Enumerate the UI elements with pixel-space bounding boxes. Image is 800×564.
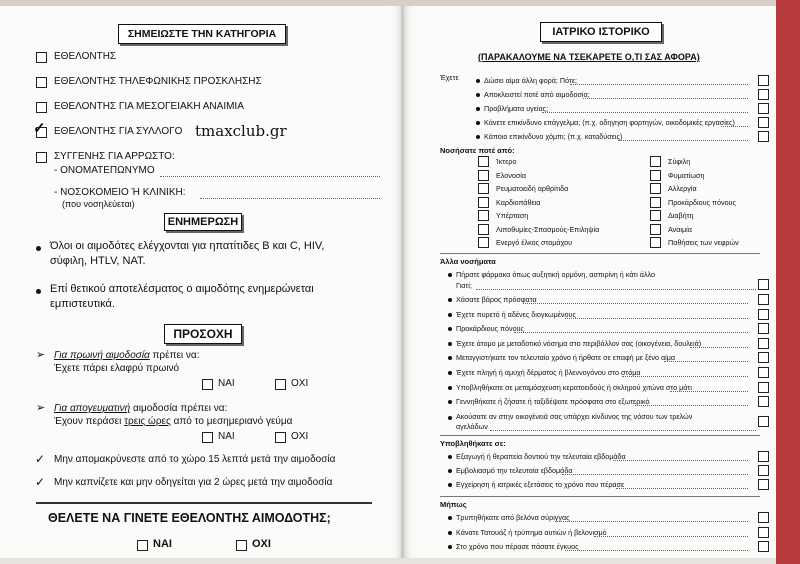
disease-label: Διαβήτη — [668, 211, 694, 220]
bullet — [448, 356, 452, 360]
dotted-line — [523, 303, 748, 304]
afternoon-hours: τρεις ώρες — [124, 416, 171, 427]
list-item-text: Έχετε πυρετό ή αδένες διογκωμένους — [456, 309, 576, 319]
check-icon: ✓ — [35, 452, 46, 466]
rule-text: Μην καπνίζετε και μην οδηγείται για 2 ώρες μετά την αιμοδοσία — [54, 477, 333, 488]
afternoon-text: από το μεσημεριανό γεύμα — [170, 416, 293, 427]
list-item-text: Εμβολιασμό την τελευταία εβδομάδα — [456, 466, 573, 475]
bullet — [448, 545, 452, 549]
bullet — [448, 386, 452, 390]
name-line[interactable] — [160, 176, 380, 177]
list-item-text: Έχετε πληγή ή αμυχή δέρματος ή βλεννογόνου στο στόμα — [456, 368, 641, 377]
category-label: ΕΘΕΛΟΝΤΗΣ ΤΗΛΕΦΩΝΙΚΗΣ ΠΡΟΣΚΛΗΣΗΣ — [54, 76, 262, 87]
disease-checkbox[interactable] — [650, 210, 661, 221]
other-diseases-label: Άλλα νοσήματα — [440, 257, 496, 266]
checkbox-question-no[interactable] — [236, 540, 247, 551]
dotted-line — [664, 361, 748, 362]
volunteer-question: ΘΕΛΕΤΕ ΝΑ ΓΙΝΕΤΕ ΕΘΕΛΟΝΤΗΣ ΑΙΜΟΔΟΤΗΣ; — [48, 511, 331, 525]
dotted-line — [594, 536, 748, 537]
maybe-label: Μήπως — [440, 500, 467, 509]
morning-label: Για πρωινή αιμοδοσία — [54, 350, 150, 361]
hospital-sub: (που νοσηλεύεται) — [62, 199, 135, 209]
disease-checkbox[interactable] — [650, 224, 661, 235]
other-checkbox[interactable] — [758, 352, 769, 363]
other-item-text: Γιατί; — [456, 281, 472, 290]
other-checkbox[interactable] — [758, 396, 769, 407]
undergone-checkbox[interactable] — [758, 479, 769, 490]
disease-label: Ίκτερο — [496, 157, 517, 166]
list-item-text: Στο χρόνο που πέρασε πάσατε έγκυος — [456, 542, 579, 551]
arrow-right-icon: ➢ — [36, 349, 46, 361]
disease-checkbox[interactable] — [650, 237, 661, 248]
disease-label: Παθήσεις των νεφρών — [668, 238, 739, 247]
watermark-text: tmaxclub.gr — [195, 122, 287, 140]
have-checkbox[interactable] — [758, 75, 769, 86]
bullet — [448, 469, 452, 473]
disease-label: Αναιμία — [668, 224, 692, 234]
disease-checkbox[interactable] — [478, 183, 489, 194]
dotted-line — [514, 332, 748, 333]
dotted-line — [635, 405, 748, 406]
afternoon-label: Για απογευματινή — [54, 403, 131, 414]
undergone-checkbox[interactable] — [758, 465, 769, 476]
list-item-text: Προκάρδιους πόνους — [456, 324, 524, 334]
other-checkbox[interactable] — [758, 309, 769, 320]
divider — [440, 435, 760, 436]
list-item-text: Μεταγγιστήκατε τον τελευταίο χρόνο ή ήρθατε σε επαφή με ξένο αίμα — [456, 353, 676, 363]
dotted-line — [616, 488, 748, 489]
other-checkbox[interactable] — [758, 367, 769, 378]
list-item-text: Αποκλειστεί ποτέ από αιμοδοσία; — [484, 90, 590, 99]
right-page — [404, 6, 776, 558]
check-icon: ✓ — [35, 475, 46, 489]
have-checkbox[interactable] — [758, 117, 769, 128]
yes-label: ΝΑΙ — [153, 538, 172, 550]
disease-label: Προκάρδιους πόνους — [668, 197, 736, 207]
dotted-line — [622, 376, 748, 377]
bullet — [448, 298, 452, 302]
other-item-dots — [476, 289, 756, 290]
dotted-line — [555, 521, 748, 522]
disease-checkbox[interactable] — [478, 210, 489, 221]
arrow-right-icon: ➢ — [36, 402, 46, 414]
list-item-text: Χάσατε βάρος πρόσφατα — [456, 295, 537, 304]
dotted-line — [721, 126, 748, 127]
no-label: ΟΧΙ — [291, 378, 309, 389]
bullet — [448, 416, 452, 420]
bullet — [448, 342, 452, 346]
bullet — [448, 273, 452, 277]
list-item-text: Εξαγωγή ή θεραπεία δοντιού την τελευταία εβδομάδα — [456, 452, 626, 461]
red-cover-edge — [776, 0, 800, 564]
disease-label: Λιποθυμίες-Σπασμούς-Επιληψία — [496, 224, 600, 234]
disease-checkbox[interactable] — [650, 170, 661, 181]
bullet — [476, 107, 480, 111]
other-checkbox[interactable] — [758, 382, 769, 393]
maybe-checkbox[interactable] — [758, 527, 769, 538]
disease-checkbox[interactable] — [478, 197, 489, 208]
dotted-line — [618, 140, 748, 141]
disease-checkbox[interactable] — [478, 237, 489, 248]
checkbox-relative[interactable] — [36, 152, 47, 163]
undergone-checkbox[interactable] — [758, 451, 769, 462]
dotted-line — [670, 391, 748, 392]
checkbox-afternoon-yes[interactable] — [202, 432, 213, 443]
medical-history-subtitle: (ΠΑΡΑΚΑΛΟΥΜΕ ΝΑ ΤΣΕΚΑΡΕΤΕ Ο,ΤΙ ΣΑΣ ΑΦΟΡΑ) — [478, 52, 700, 62]
dotted-line — [542, 112, 748, 113]
hospital-line[interactable] — [200, 198, 380, 199]
list-item-text: Δώσει αίμα άλλη φορά; Πότε; — [484, 76, 578, 85]
list-item-text: Κάποιο επικίνδυνο χόμπι; (π.χ. καταδύσεις) — [484, 132, 623, 141]
medical-history-title: ΙΑΤΡΙΚΟ ΙΣΤΟΡΙΚΟ — [540, 22, 662, 42]
checkbox-mad-cow[interactable] — [758, 416, 769, 427]
category-label: ΕΘΕΛΟΝΤΗΣ — [54, 51, 117, 62]
list-item-text: Κάνατε Τατουάζ ή τρύπημα αυτιών ή βελονισμό — [456, 527, 607, 537]
dotted-line — [613, 460, 748, 461]
checkbox-afternoon-no[interactable] — [275, 432, 286, 443]
dotted-line — [570, 84, 748, 85]
bullet — [448, 371, 452, 375]
caution-title: ΠΡΟΣΟΧΗ — [164, 324, 242, 344]
divider — [36, 502, 372, 504]
other-checkbox[interactable] — [758, 294, 769, 305]
disease-checkbox[interactable] — [650, 183, 661, 194]
disease-label: Ενεργό έλκος στομάχου — [496, 238, 573, 247]
morning-line2: Έχετε πάρει ελαφρύ πρωινό — [54, 363, 180, 374]
bullet — [36, 289, 41, 294]
divider — [440, 253, 760, 254]
checkbox-phone-volunteer[interactable] — [36, 77, 47, 88]
checkmark-icon: ✓ — [33, 120, 46, 137]
bullet — [448, 313, 452, 317]
other-checkbox[interactable] — [758, 323, 769, 334]
no-label: ΟΧΙ — [252, 538, 271, 550]
have-checkbox[interactable] — [758, 103, 769, 114]
disease-checkbox[interactable] — [650, 156, 661, 167]
disease-label: Καρδιοπάθεια — [496, 197, 541, 207]
bullet — [476, 93, 480, 97]
afternoon-rest: αιμοδοσία πρέπει να: — [130, 403, 228, 414]
info-text: σύφιλη, HTLV, NAT. — [50, 255, 146, 267]
list-item-text: Τρυπηθήκατε από βελόνα σύριγγας — [456, 513, 570, 522]
checkbox-volunteer[interactable] — [36, 52, 47, 63]
list-item-text: Υποβληθήκατε σε μεταμόσχευση κερατοειδούς ή σκληρού χιτώνα στο μάτι — [456, 382, 692, 392]
yes-label: ΝΑΙ — [218, 378, 235, 389]
list-item-text: Γεννηθήκατε ή ζήσατε ή ταξιδέψατε πρόσφατα στο εξωτερικό — [456, 397, 650, 407]
bullet — [36, 246, 41, 251]
checkbox-question-yes[interactable] — [137, 540, 148, 551]
category-title: ΣΗΜΕΙΩΣΤΕ ΤΗΝ ΚΑΤΗΓΟΡΙΑ — [118, 24, 286, 44]
disease-checkbox[interactable] — [478, 170, 489, 181]
morning-rest: πρέπει να: — [149, 350, 200, 361]
checkbox-morning-no[interactable] — [275, 379, 286, 390]
bullet — [448, 516, 452, 520]
other-item-text: Πήρατε φάρμακα όπως αυξητική ορμόνη, ασπιρίνη ή κάτι άλλο — [456, 270, 656, 279]
disease-checkbox[interactable] — [650, 197, 661, 208]
info-text: εμπιστευτικά. — [50, 298, 115, 310]
checkbox-morning-yes[interactable] — [202, 379, 213, 390]
bullet — [476, 135, 480, 139]
hospital-label: - ΝΟΣΟΚΟΜΕΙΟ Ή ΚΛΙΝΙΚΗ: — [54, 187, 186, 198]
disease-label: Ελονοσία — [496, 170, 527, 180]
other-item-text: Ακούσατε αν στην οικογένειά σας υπάρχει κίνδυνος της νόσου των τρελών — [456, 412, 693, 421]
name-label: - ΟΝΟΜΑΤΕΠΩΝΥΜΟ — [54, 165, 155, 176]
list-item-text: Εγχείρηση ή ιατρικές εξετάσεις το χρόνο που πέρασε — [456, 480, 625, 489]
disease-label: Αλλεργία — [668, 184, 697, 193]
no-label: ΟΧΙ — [291, 431, 309, 442]
bullet — [476, 121, 480, 125]
diseases-label: Νοσήσατε ποτέ από: — [440, 146, 515, 155]
yes-label: ΝΑΙ — [218, 431, 235, 442]
have-checkbox[interactable] — [758, 89, 769, 100]
disease-label: Ρευματοειδή αρθρίτιδα — [496, 184, 569, 193]
rule-text: Μην απομακρύνεστε από το χώρο 15 λεπτά μετά την αιμοδοσία — [54, 454, 336, 465]
list-item-text: Προβλήματα υγείας; — [484, 104, 549, 113]
have-checkbox[interactable] — [758, 131, 769, 142]
disease-checkbox[interactable] — [478, 156, 489, 167]
maybe-checkbox[interactable] — [758, 541, 769, 552]
category-label: ΕΘΕΛΟΝΤΗΣ ΓΙΑ ΜΕΣΟΓΕΙΑΚΗ ΑΝΑΙΜΙΑ — [54, 101, 244, 112]
dotted-line — [565, 550, 748, 551]
list-item-text: Κάνετε επικίνδυνο επάγγελμα; (π.χ. οδηγηση φορτηγών, οικοδομικές εργασίες) — [484, 118, 735, 127]
info-text: Όλοι οι αιμοδότες ελέγχονται για ηπατίτιδες Β και C, HIV, — [50, 240, 325, 252]
maybe-checkbox[interactable] — [758, 512, 769, 523]
disease-label: Υπέρταση — [496, 211, 529, 220]
bullet — [448, 327, 452, 331]
checkbox-anemia-volunteer[interactable] — [36, 102, 47, 113]
bullet — [476, 79, 480, 83]
category-label: ΕΘΕΛΟΝΤΗΣ ΓΙΑ ΣΥΛΛΟΓΟ — [54, 126, 183, 137]
info-text: Επί θετικού αποτελέσματος ο αιμοδότης ενημερώνεται — [50, 283, 314, 295]
disease-label: Φυματίωση — [668, 170, 705, 180]
list-item-text: Έχετε άτομο με μεταδοτικό νόσημα στο περιβάλλον σας (οικογένεια, δουλειά) — [456, 338, 702, 348]
have-label: Έχετε — [440, 73, 459, 82]
undergone-label: Υποβληθήκατε σε: — [440, 439, 506, 448]
disease-label: Σύφιλη — [668, 157, 691, 166]
dotted-line — [690, 347, 748, 348]
other-item-dots — [490, 430, 756, 431]
bullet — [448, 531, 452, 535]
checkbox-medication[interactable] — [758, 279, 769, 290]
dotted-line — [583, 98, 748, 99]
bullet — [448, 455, 452, 459]
info-title: ΕΝΗΜΕΡΩΣΗ — [164, 213, 242, 231]
bullet — [448, 483, 452, 487]
left-page — [0, 6, 402, 558]
disease-checkbox[interactable] — [478, 224, 489, 235]
category-label: ΣΥΓΓΕΝΗΣ ΓΙΑ ΑΡΡΩΣΤΟ: — [54, 151, 175, 162]
afternoon-text: Έχουν περάσει — [54, 416, 125, 427]
dotted-line — [565, 318, 748, 319]
divider — [440, 496, 760, 497]
other-item-text: αγελάδων — [456, 422, 488, 431]
bullet — [448, 400, 452, 404]
dotted-line — [562, 474, 748, 475]
other-checkbox[interactable] — [758, 338, 769, 349]
